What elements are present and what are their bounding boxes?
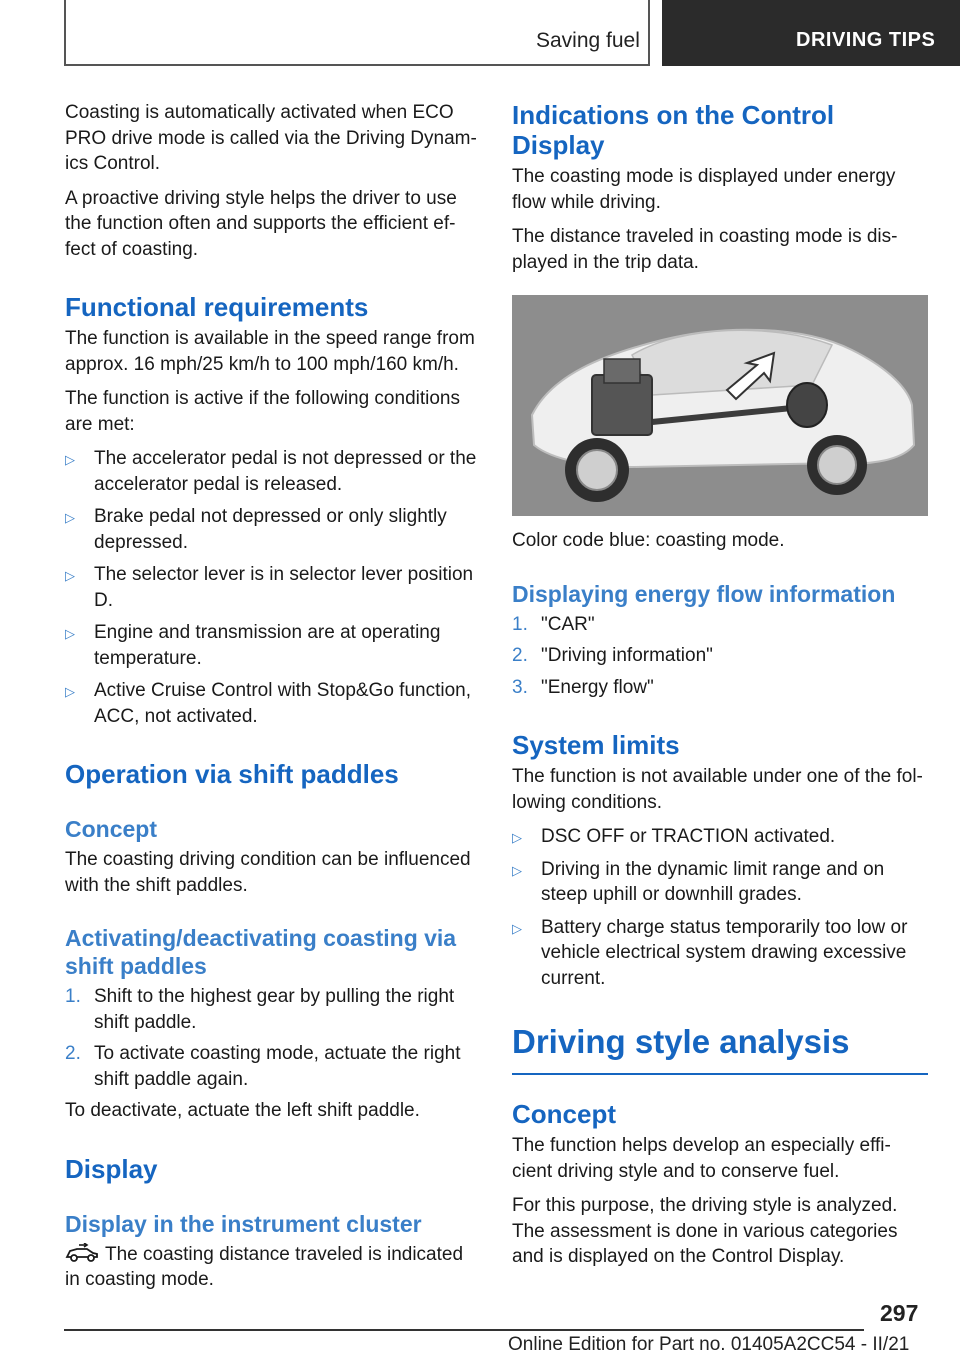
driving-style-concept-heading: Concept: [512, 1099, 616, 1129]
triangle-right-icon: ▷: [65, 626, 75, 641]
energy-flow-heading: Displaying energy flow information: [512, 580, 896, 607]
display-heading: Display: [65, 1153, 158, 1184]
instrument-cluster-text: [65, 1242, 480, 1293]
step-number: 2.: [65, 1043, 81, 1064]
step-text: "CAR": [541, 613, 595, 635]
list-item: [512, 824, 928, 850]
list-item: [65, 562, 480, 613]
triangle-right-icon: ▷: [65, 568, 75, 583]
list-item-text: The accelerator pedal is not depressed or the accelerator pedal is released.: [94, 448, 477, 495]
system-limits-list: [512, 824, 928, 991]
activation-steps: [65, 984, 480, 1092]
driving-style-heading: Driving style analysis: [512, 1021, 928, 1075]
list-item-text: Brake pedal not depressed or only slightly depressed.: [94, 506, 447, 553]
intro-paragraph-2: A proactive driving style helps the driver to use the function often and supports the efficient ef‐fect of coasting.: [65, 187, 457, 260]
list-item-text: Driving in the dynamic limit range and on steep uphill or downhill grades.: [541, 858, 885, 905]
instrument-cluster-text-body: The coasting distance traveled is indicated in coasting mode.: [65, 1243, 464, 1290]
list-item: [512, 643, 928, 669]
triangle-right-icon: ▷: [65, 452, 75, 467]
list-item: [65, 446, 480, 497]
system-limits-heading: System limits: [512, 730, 680, 760]
list-item-text: Battery charge status temporarily too low or vehicle electrical system drawing excessive current.: [541, 916, 908, 989]
operation-heading: Operation via shift paddles: [65, 759, 399, 789]
list-item: [512, 675, 928, 701]
energy-flow-steps: [512, 612, 928, 701]
list-item: [65, 678, 480, 729]
car-drivetrain-illustration: [512, 295, 928, 516]
triangle-right-icon: ▷: [512, 830, 522, 845]
header-rule: [64, 64, 648, 66]
functional-requirements-conditions: The function is active if the following conditions are met:: [65, 388, 460, 435]
list-item: [65, 620, 480, 671]
step-number: 1.: [512, 613, 528, 635]
footer-rule: [64, 1329, 864, 1331]
functional-requirements-heading: Functional requirements: [65, 292, 369, 322]
page-number: 297: [880, 1300, 919, 1326]
triangle-right-icon: ▷: [65, 510, 75, 525]
left-column: [65, 100, 480, 1302]
header-frame-divider: [648, 0, 650, 66]
header-frame-left: [64, 0, 66, 66]
step-number: 3.: [512, 676, 528, 698]
step-text: To activate coasting mode, actuate the right shift paddle again.: [94, 1043, 461, 1090]
triangle-right-icon: ▷: [512, 920, 522, 936]
list-item: [512, 612, 928, 638]
list-item: [65, 1041, 480, 1092]
list-item: [65, 504, 480, 555]
deactivate-text: To deactivate, actuate the left shift paddle.: [65, 1100, 420, 1121]
list-item: [512, 915, 928, 992]
illustration-caption: Color code blue: coasting mode.: [512, 530, 785, 551]
list-item-text: Active Cruise Control with Stop&Go function, ACC, not activated.: [94, 680, 472, 727]
coasting-car-icon: [65, 1243, 99, 1263]
step-number: 2.: [512, 645, 528, 666]
list-item-text: DSC OFF or TRACTION activated.: [541, 826, 836, 847]
step-text: Shift to the highest gear by pulling the right shift paddle.: [94, 986, 455, 1033]
step-text: "Driving information": [541, 645, 713, 666]
list-item: [65, 984, 480, 1035]
list-item: [512, 857, 928, 908]
list-item-text: The selector lever is in selector lever position D.: [94, 564, 474, 611]
intro-paragraph-1: Coasting is automatically activated when ECO PRO drive mode is called via the Driving Dynam‐ics Control.: [65, 102, 477, 174]
triangle-right-icon: ▷: [512, 862, 522, 878]
car-coasting-illustration: [512, 295, 928, 516]
requirements-list: [65, 446, 480, 729]
indications-paragraph-1: The coasting mode is displayed under energy flow while driving.: [512, 166, 896, 213]
step-number: 1.: [65, 986, 81, 1007]
activating-coasting-heading: Activating/deactivating coasting via shift paddles: [65, 925, 457, 979]
step-text: "Energy flow": [541, 676, 654, 698]
header-section-title: Saving fuel: [536, 29, 640, 52]
right-column: [512, 100, 928, 1279]
triangle-right-icon: ▷: [65, 684, 75, 699]
functional-requirements-speed: The function is available in the speed range from approx. 16 mph/25 km/h to 100 mph/160 km/h.: [65, 328, 475, 375]
operation-concept-heading: Concept: [65, 816, 157, 842]
indications-paragraph-2: The distance traveled in coasting mode is dis‐played in the trip data.: [512, 226, 898, 273]
operation-concept-text: The coasting driving condition can be influenced with the shift paddles.: [65, 849, 471, 896]
system-limits-text: The function is not available under one of the fol‐lowing conditions.: [512, 766, 923, 813]
header-chapter-tab: DRIVING TIPS: [662, 0, 960, 66]
list-item-text: Engine and transmission are at operating temperature.: [94, 622, 441, 669]
driving-style-paragraph-2: For this purpose, the driving style is analyzed. The assessment is done in various categories and is displayed on the Control Display.: [512, 1195, 898, 1267]
footer-edition: Online Edition for Part no. 01405A2CC54 - II/21: [508, 1334, 910, 1355]
driving-style-paragraph-1: The function helps develop an especially effi‐cient driving style and to conserve fuel.: [512, 1135, 891, 1182]
instrument-cluster-heading: Display in the instrument cluster: [65, 1210, 422, 1237]
indications-heading: Indications on the Control Display: [512, 100, 835, 160]
